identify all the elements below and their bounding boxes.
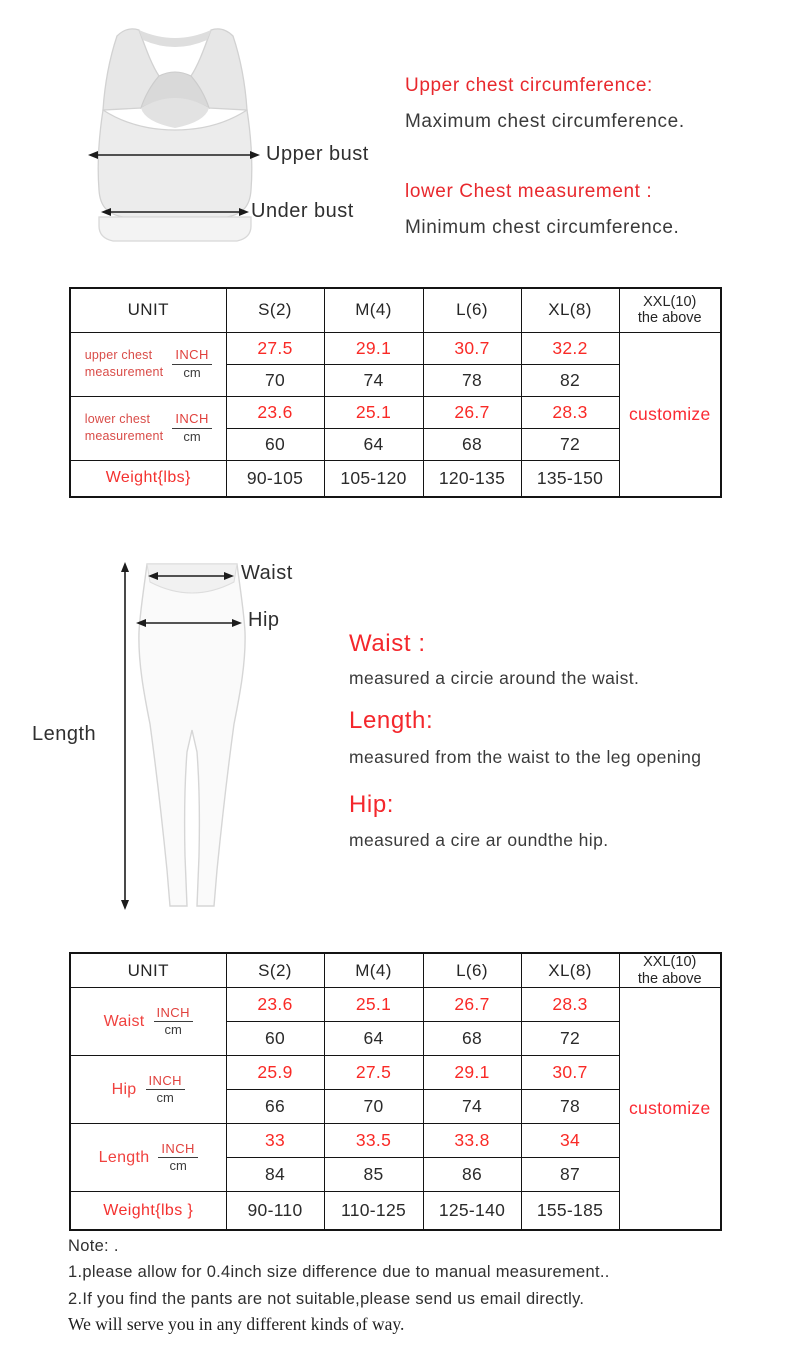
length-arrow — [118, 562, 132, 910]
length-label-cell — [70, 1124, 226, 1192]
upper-bust-label: Upper bust — [266, 143, 369, 165]
hip-desc: measured a cire ar oundthe hip. — [349, 830, 609, 850]
table-cell: 29.1 — [324, 332, 423, 364]
length-row-label: Length — [98, 1148, 150, 1166]
waist-label-cell — [70, 988, 226, 1056]
table-row — [70, 988, 721, 1022]
inch-cm-fraction: $\frac{\text{INCH}}{cm}$ — [158, 1142, 197, 1174]
note-line-2: 2.If you find the pants are not suitable,please send us email directly. — [68, 1290, 585, 1308]
hip-row-label: Hip — [111, 1080, 137, 1098]
under-bust-arrow — [101, 205, 249, 219]
table-cell: 28.3 — [521, 396, 619, 428]
length-desc: measured from the waist to the leg opening — [349, 747, 702, 767]
size-l-header: L(6) — [423, 953, 521, 988]
table-cell: 78 — [423, 364, 521, 396]
leggings-size-table — [69, 952, 722, 1231]
xxl-header-line1: XXL(10) — [643, 954, 697, 970]
note-line-1: 1.please allow for 0.4inch size difference due to manual measurement.. — [68, 1263, 610, 1281]
table-cell: 33.8 — [423, 1124, 521, 1158]
length-heading: Length: — [349, 707, 434, 734]
size-xxl-header — [619, 953, 721, 988]
upper-chest-heading: Upper chest circumference: — [405, 75, 653, 96]
table-cell: 70 — [226, 364, 324, 396]
table-cell: 27.5 — [324, 1056, 423, 1090]
table-cell: 30.7 — [521, 1056, 619, 1090]
size-m-header: M(4) — [324, 953, 423, 988]
waist-desc: measured a circie around the waist. — [349, 668, 640, 688]
hip-arrow-label: Hip — [248, 609, 280, 631]
customize-cell: customize — [619, 332, 721, 497]
table-cell: 105-120 — [324, 460, 423, 497]
waist-heading: Waist : — [349, 630, 426, 657]
waist-arrow — [148, 569, 234, 583]
table-cell: 72 — [521, 1022, 619, 1056]
upper-chest-label-cell — [70, 332, 226, 396]
table-cell: 64 — [324, 428, 423, 460]
table-cell: 34 — [521, 1124, 619, 1158]
table-cell: 66 — [226, 1090, 324, 1124]
table-cell: 25.9 — [226, 1056, 324, 1090]
weight-label: Weight{lbs} — [70, 460, 226, 497]
lower-chest-label-cell — [70, 396, 226, 460]
table-cell: 23.6 — [226, 988, 324, 1022]
table-row — [70, 953, 721, 988]
lower-chest-heading: lower Chest measurement : — [405, 181, 653, 202]
table-row — [70, 332, 721, 364]
leggings-illustration — [134, 556, 252, 912]
table-cell: 70 — [324, 1090, 423, 1124]
table-cell: 110-125 — [324, 1192, 423, 1230]
upper-chest-desc: Maximum chest circumference. — [405, 111, 685, 132]
upper-bust-arrow — [88, 148, 260, 162]
size-m-header: M(4) — [324, 288, 423, 332]
table-row — [70, 288, 721, 332]
table-cell: 125-140 — [423, 1192, 521, 1230]
table-cell: 30.7 — [423, 332, 521, 364]
waist-arrow-label: Waist — [241, 562, 293, 584]
hip-label-cell — [70, 1056, 226, 1124]
size-xl-header: XL(8) — [521, 953, 619, 988]
xxl-header-line2: the above — [637, 310, 702, 327]
note-line-3: We will serve you in any different kinds of way. — [68, 1314, 405, 1334]
unit-header: UNIT — [70, 953, 226, 988]
size-s-header: S(2) — [226, 288, 324, 332]
inch-cm-fraction: $\frac{\text{INCH}}{cm}$ — [172, 412, 211, 444]
table-cell: 33.5 — [324, 1124, 423, 1158]
table-cell: 68 — [423, 1022, 521, 1056]
hip-heading: Hip: — [349, 791, 395, 818]
lower-chest-desc: Minimum chest circumference. — [405, 217, 680, 238]
length-arrow-label: Length — [32, 723, 97, 745]
xxl-header-line1: XXL(10) — [643, 293, 697, 310]
table-cell: 28.3 — [521, 988, 619, 1022]
inch-cm-fraction: $\frac{\text{INCH}}{cm}$ — [154, 1006, 193, 1038]
xxl-header-line2: the above — [637, 970, 702, 987]
table-cell: 90-105 — [226, 460, 324, 497]
under-bust-label: Under bust — [251, 200, 354, 222]
table-cell: 32.2 — [521, 332, 619, 364]
inch-cm-fraction: $\frac{\text{INCH}}{cm}$ — [172, 348, 211, 380]
table-cell: 87 — [521, 1158, 619, 1192]
table-cell: 155-185 — [521, 1192, 619, 1230]
table-cell: 72 — [521, 428, 619, 460]
inch-cm-fraction: $\frac{\text{INCH}}{cm}$ — [146, 1074, 185, 1106]
upper-chest-label: upper chest measurement — [84, 347, 164, 379]
table-cell: 26.7 — [423, 988, 521, 1022]
table-cell: 135-150 — [521, 460, 619, 497]
table-cell: 26.7 — [423, 396, 521, 428]
table-cell: 86 — [423, 1158, 521, 1192]
table-cell: 64 — [324, 1022, 423, 1056]
lower-chest-label: lower chest measurement — [84, 411, 164, 443]
table-cell: 23.6 — [226, 396, 324, 428]
table-cell: 25.1 — [324, 988, 423, 1022]
size-l-header: L(6) — [423, 288, 521, 332]
table-cell: 74 — [423, 1090, 521, 1124]
table-cell: 85 — [324, 1158, 423, 1192]
table-cell: 27.5 — [226, 332, 324, 364]
note-title: Note: . — [68, 1237, 119, 1255]
weight-label: Weight{lbs } — [70, 1192, 226, 1230]
table-cell: 78 — [521, 1090, 619, 1124]
bra-size-table — [69, 287, 722, 498]
table-cell: 74 — [324, 364, 423, 396]
size-xl-header: XL(8) — [521, 288, 619, 332]
waist-row-label: Waist — [103, 1012, 145, 1030]
table-cell: 60 — [226, 1022, 324, 1056]
table-cell: 120-135 — [423, 460, 521, 497]
table-cell: 84 — [226, 1158, 324, 1192]
table-cell: 68 — [423, 428, 521, 460]
table-cell: 25.1 — [324, 396, 423, 428]
table-cell: 29.1 — [423, 1056, 521, 1090]
hip-arrow — [136, 616, 242, 630]
table-cell: 82 — [521, 364, 619, 396]
table-cell: 33 — [226, 1124, 324, 1158]
table-cell: 60 — [226, 428, 324, 460]
size-s-header: S(2) — [226, 953, 324, 988]
table-cell: 90-110 — [226, 1192, 324, 1230]
size-xxl-header — [619, 288, 721, 332]
customize-cell: customize — [619, 988, 721, 1230]
unit-header: UNIT — [70, 288, 226, 332]
